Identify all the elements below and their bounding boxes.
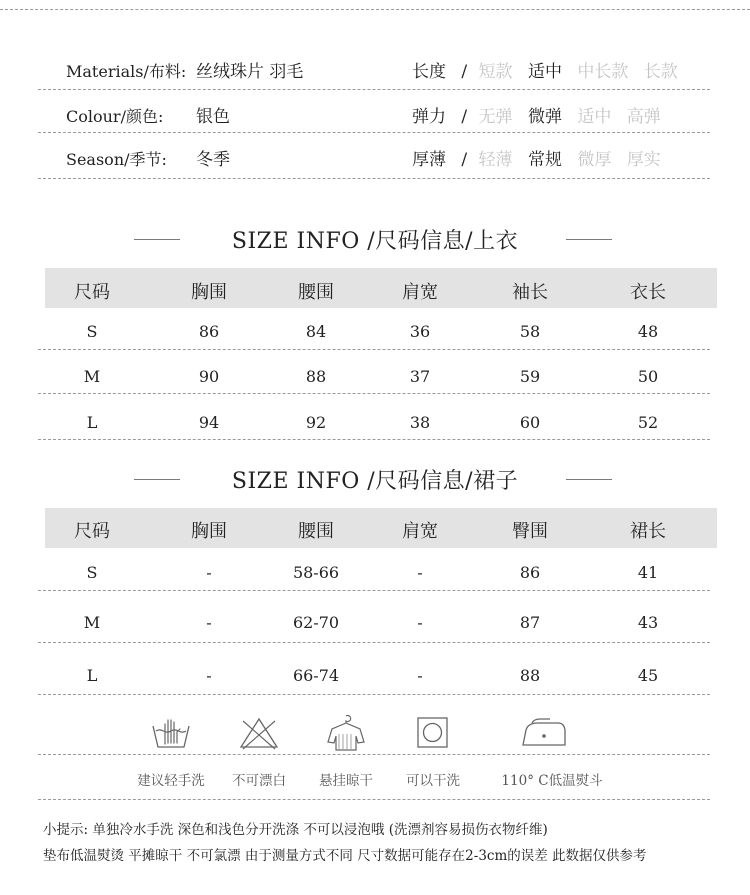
table-cell: 58 (519, 322, 541, 341)
table-cell: 86 (519, 563, 541, 582)
table-cell: - (206, 563, 212, 582)
divider (38, 178, 710, 179)
grade-option: 高弹 (626, 107, 661, 127)
table-cell: - (417, 666, 423, 685)
grade-option-selected: 常规 (527, 150, 562, 170)
attribute-value: 银色 (196, 107, 230, 127)
grade-option: 厚实 (626, 150, 661, 170)
row-divider (38, 393, 710, 394)
care-label-low-iron: 110° C低温熨斗 (501, 773, 603, 789)
table-cell: 90 (198, 367, 220, 386)
table-cell: 59 (519, 367, 541, 386)
care-label-dry-clean: 可以干洗 (406, 773, 460, 789)
attribute-value: 丝绒珠片 羽毛 (196, 62, 304, 82)
size-label: M (83, 613, 101, 632)
table-cell: 36 (409, 322, 431, 341)
size-label: S (86, 563, 98, 582)
divider (38, 754, 710, 755)
grade-name: 长度 (412, 62, 446, 82)
low-iron-icon (520, 718, 568, 748)
tip-line-2: 垫布低温熨烫 平摊晾干 不可氯漂 由于测量方式不同 尺寸数据可能存在2-3cm的误差 此数据仅供参考 (43, 848, 647, 864)
table-cell: 38 (409, 413, 431, 432)
table-cell: 48 (637, 322, 659, 341)
grade-option: 长款 (643, 62, 678, 82)
table-cell: 45 (637, 666, 659, 685)
table-cell: 37 (409, 367, 431, 386)
grade-name: 厚薄 (412, 150, 446, 170)
skirt-table-header (45, 508, 717, 548)
table-cell: 66-74 (292, 666, 340, 685)
column-header: 肩宽 (402, 282, 438, 303)
grade-option-selected: 微弹 (527, 107, 562, 127)
size-label: L (86, 413, 98, 432)
table-cell: 62-70 (292, 613, 340, 632)
column-header: 腰围 (298, 282, 334, 303)
hang-dry-icon (324, 714, 368, 752)
column-header: 腰围 (298, 521, 334, 542)
column-header: 尺码 (74, 521, 110, 542)
attribute-label: Colour/颜色: (66, 107, 164, 126)
attribute-row-colour (66, 105, 706, 129)
table-cell: 87 (519, 613, 541, 632)
grade-option: 微厚 (577, 150, 612, 170)
attribute-value: 冬季 (196, 150, 230, 170)
table-cell: 41 (637, 563, 659, 582)
row-divider (38, 642, 710, 643)
table-cell: 92 (305, 413, 327, 432)
grade-option-selected: 适中 (527, 62, 562, 82)
row-divider (38, 349, 710, 350)
row-divider (38, 439, 710, 440)
table-cell: 86 (198, 322, 220, 341)
size-label: M (83, 367, 101, 386)
care-label-no-bleach: 不可漂白 (232, 773, 286, 789)
attribute-row-season (66, 148, 706, 172)
top-table-header (45, 268, 717, 308)
table-cell: 88 (305, 367, 327, 386)
size-label: L (86, 666, 98, 685)
table-cell: 43 (637, 613, 659, 632)
elasticity-grade: 弹力 / 无弹 微弹 适中 高弹 (412, 107, 661, 127)
grade-option: 无弹 (478, 107, 513, 127)
row-divider (38, 590, 710, 591)
table-cell: 84 (305, 322, 327, 341)
table-cell: - (417, 613, 423, 632)
grade-option: 中长款 (577, 62, 629, 82)
top-size-title: SIZE INFO /尺码信息/上衣 (231, 229, 519, 254)
table-cell: 88 (519, 666, 541, 685)
top-divider (0, 9, 750, 10)
hand-wash-icon (150, 716, 192, 750)
attribute-label: Materials/布料: (66, 62, 187, 81)
column-header: 肩宽 (402, 521, 438, 542)
table-cell: - (206, 613, 212, 632)
grade-name: 弹力 (412, 107, 446, 127)
table-cell: - (206, 666, 212, 685)
table-cell: 94 (198, 413, 220, 432)
column-header: 胸围 (191, 282, 227, 303)
divider (38, 799, 710, 800)
grade-option: 轻薄 (478, 150, 513, 170)
column-header: 裙长 (630, 521, 666, 542)
no-bleach-icon (238, 716, 280, 750)
tumble-dry-icon (416, 716, 450, 750)
skirt-size-title: SIZE INFO /尺码信息/裙子 (231, 469, 519, 494)
thickness-grade: 厚薄 / 轻薄 常规 微厚 厚实 (412, 150, 661, 170)
table-cell: 58-66 (292, 563, 340, 582)
column-header: 袖长 (512, 282, 548, 303)
grade-option: 短款 (478, 62, 513, 82)
tip-line-1: 小提示: 单独冷水手洗 深色和浅色分开洗涤 不可以浸泡哦 (洗漂剂容易损伤衣物纤维) (43, 822, 548, 838)
table-cell: 50 (637, 367, 659, 386)
table-cell: 52 (637, 413, 659, 432)
grade-option: 适中 (577, 107, 612, 127)
care-label-hand-wash: 建议轻手洗 (137, 773, 205, 789)
row-divider (38, 694, 710, 695)
care-label-hang-dry: 悬挂晾干 (319, 773, 373, 789)
column-header: 臀围 (512, 521, 548, 542)
column-header: 胸围 (191, 521, 227, 542)
divider (38, 89, 710, 90)
table-cell: - (417, 563, 423, 582)
column-header: 衣长 (630, 282, 666, 303)
attribute-label: Season/季节: (66, 150, 167, 169)
length-grade: 长度 / 短款 适中 中长款 长款 (412, 62, 678, 82)
table-cell: 60 (519, 413, 541, 432)
attribute-row-materials (66, 60, 706, 84)
size-label: S (86, 322, 98, 341)
divider (38, 132, 710, 133)
column-header: 尺码 (74, 282, 110, 303)
